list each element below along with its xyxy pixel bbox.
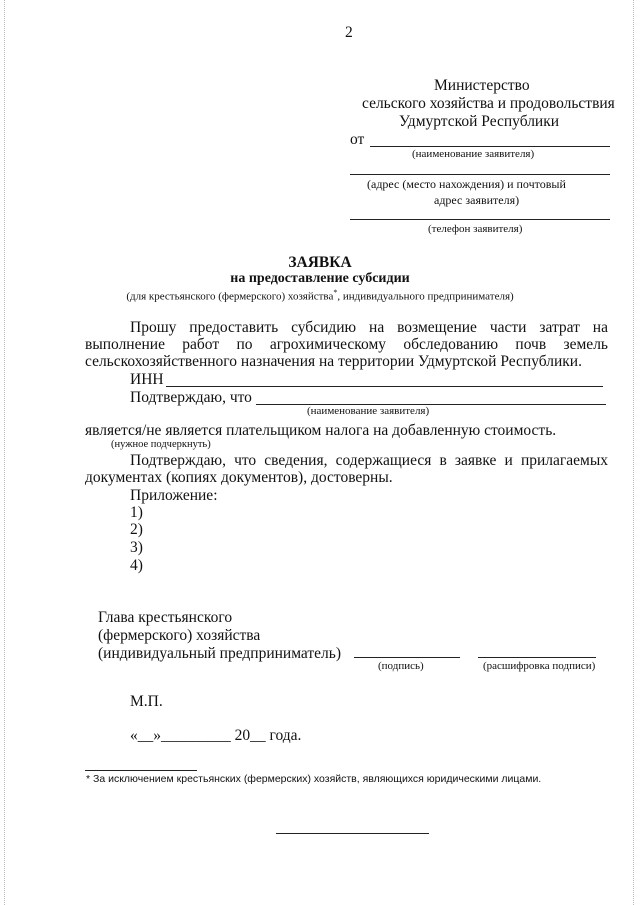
document-note-after: , индивидуального предпринимателя) (337, 290, 514, 303)
applicant-name-caption: (наименование заявителя) (412, 148, 535, 160)
document-subtitle: на предоставление субсидии (230, 271, 410, 286)
phone-caption: (телефон заявителя) (428, 223, 523, 235)
right-scan-edge (633, 0, 634, 905)
attachment-item: 2) (130, 521, 143, 538)
footnote-text: * За исключением крестьянских (фермерских) хозяйств, являющихся юридическими лицами. (86, 773, 542, 785)
signature-caption: (подпись) (378, 660, 424, 672)
signatory-role-line-1: Глава крестьянского (98, 609, 233, 626)
recipient-line-3: Удмуртской Республики (399, 113, 560, 130)
document-note (0, 288, 640, 303)
inn-label: ИНН (130, 371, 164, 388)
paragraph-2-line-2: документах (копиях документов), достоверны. (85, 469, 393, 486)
applicant-name-line (370, 146, 610, 147)
document-note-before: (для крестьянского (фермерского) хозяйства (126, 290, 334, 303)
recipient-line-2: сельского хозяйства и продовольствия (362, 95, 615, 112)
address-line (350, 174, 610, 175)
vat-status-line: является/не является плательщиком налога на добавленную стоимость. (85, 422, 557, 439)
phone-line (350, 219, 610, 220)
footnote-separator (85, 770, 197, 771)
confirm-label: Подтверждаю, что (130, 389, 252, 406)
paragraph-2-line-1: Подтверждаю, что сведения, содержащиеся в заявке и прилагаемых (130, 452, 608, 469)
footnote-marker: * (333, 288, 338, 297)
attachment-item: 1) (130, 504, 143, 521)
date-line: «__»_________ 20__ года. (130, 727, 302, 744)
attachments-label: Приложение: (130, 487, 218, 504)
paragraph-1-line-3: сельскохозяйственного назначения на территории Удмуртской Республики. (85, 353, 582, 370)
attachment-item: 4) (130, 557, 143, 574)
paragraph-1-line-1: Прошу предоставить субсидию на возмещение части затрат на (130, 319, 608, 336)
signature-line (354, 657, 460, 658)
attachment-item: 3) (130, 539, 143, 556)
page-number: 2 (345, 24, 353, 41)
confirm-name-caption: (наименование заявителя) (307, 405, 430, 417)
document-title: ЗАЯВКА (288, 254, 352, 271)
closing-line (276, 833, 429, 834)
address-caption-1: (адрес (место нахождения) и почтовый (367, 177, 566, 191)
inn-line (166, 386, 603, 387)
signatory-role-line-2: (фермерского) хозяйства (98, 627, 261, 644)
left-scan-edge (4, 0, 5, 905)
address-caption-2: адрес заявителя) (434, 193, 520, 207)
signatory-role-line-3: (индивидуальный предприниматель) (98, 645, 342, 662)
paragraph-1-line-2: выполнение работ по агрохимическому обследованию почв земель (85, 336, 608, 353)
signature-decode-caption: (расшифровка подписи) (483, 660, 596, 672)
vat-caption: (нужное подчеркнуть) (111, 439, 211, 450)
from-label: от (350, 131, 365, 148)
signature-decode-line (478, 657, 596, 658)
stamp-place: М.П. (130, 693, 163, 710)
recipient-line-1: Министерство (434, 77, 530, 94)
